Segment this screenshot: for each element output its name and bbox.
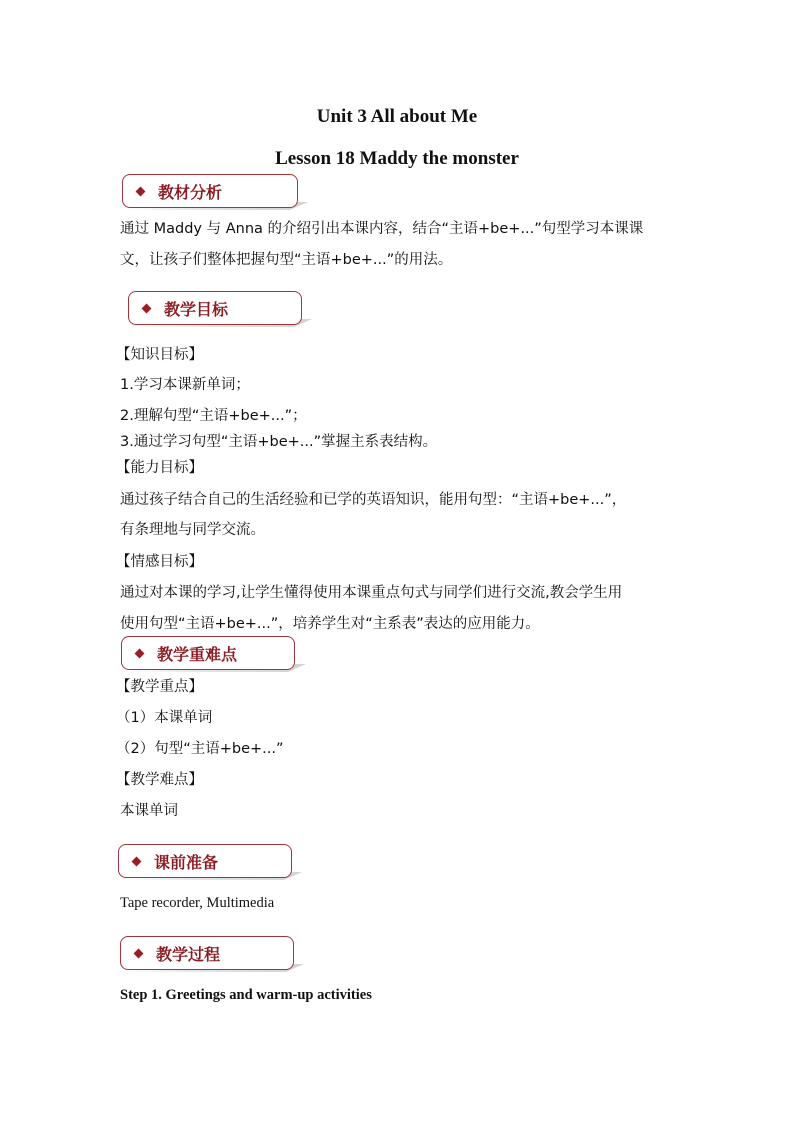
section-label: 教材分析: [158, 182, 223, 202]
lesson-title: Lesson 18 Maddy the monster: [275, 148, 519, 169]
unit-title: Unit 3 All about Me: [316, 106, 478, 127]
section-goals: [128, 291, 302, 325]
ability-line-2: 有条理地与同学交流。: [120, 522, 265, 538]
knowledge-item-1: 1.学习本课新单词；: [120, 377, 250, 393]
key-item-2: （2）句型“主语+be+...”: [116, 741, 284, 757]
diamond-icon: [132, 856, 142, 866]
section-keypoints: [121, 636, 295, 670]
section-label: 教学过程: [156, 944, 221, 964]
emotion-line-2: 使用句型“主语+be+...”，培养学生对“主系表”表达的应用能力。: [120, 616, 540, 632]
difficult-text: 本课单词: [120, 803, 178, 819]
diamond-icon: [142, 303, 152, 313]
ability-heading: 【能力目标】: [116, 460, 203, 476]
knowledge-heading: 【知识目标】: [116, 347, 203, 363]
section-label: 教学目标: [164, 299, 229, 319]
difficult-heading: 【教学难点】: [116, 772, 203, 788]
section-label: 教学重难点: [157, 644, 238, 664]
prep-text: Tape recorder, Multimedia: [120, 895, 275, 911]
materials-line-1: 通过 Maddy 与 Anna 的介绍引出本课内容，结合“主语+be+...”句型学习本课课: [120, 221, 644, 237]
knowledge-item-2: 2.理解句型“主语+be+...”；: [120, 408, 307, 424]
step-1: Step 1. Greetings and warm-up activities: [120, 987, 372, 1003]
key-item-1: （1）本课单词: [116, 710, 213, 726]
emotion-line-1: 通过对本课的学习,让学生懂得使用本课重点句式与同学们进行交流,教会学生用: [120, 585, 623, 601]
emotion-heading: 【情感目标】: [116, 554, 203, 570]
knowledge-item-3: 3.通过学习句型“主语+be+...”掌握主系表结构。: [120, 434, 438, 450]
diamond-icon: [135, 648, 145, 658]
section-prep: [118, 844, 292, 878]
ability-line-1: 通过孩子结合自己的生活经验和已学的英语知识，能用句型：“主语+be+...”，: [120, 492, 627, 508]
section-label: 课前准备: [154, 852, 219, 872]
key-heading: 【教学重点】: [116, 679, 203, 695]
diamond-icon: [136, 186, 146, 196]
diamond-icon: [134, 948, 144, 958]
materials-line-2: 文，让孩子们整体把握句型“主语+be+...”的用法。: [120, 252, 453, 268]
section-materials: [122, 174, 298, 208]
section-process: [120, 936, 294, 970]
